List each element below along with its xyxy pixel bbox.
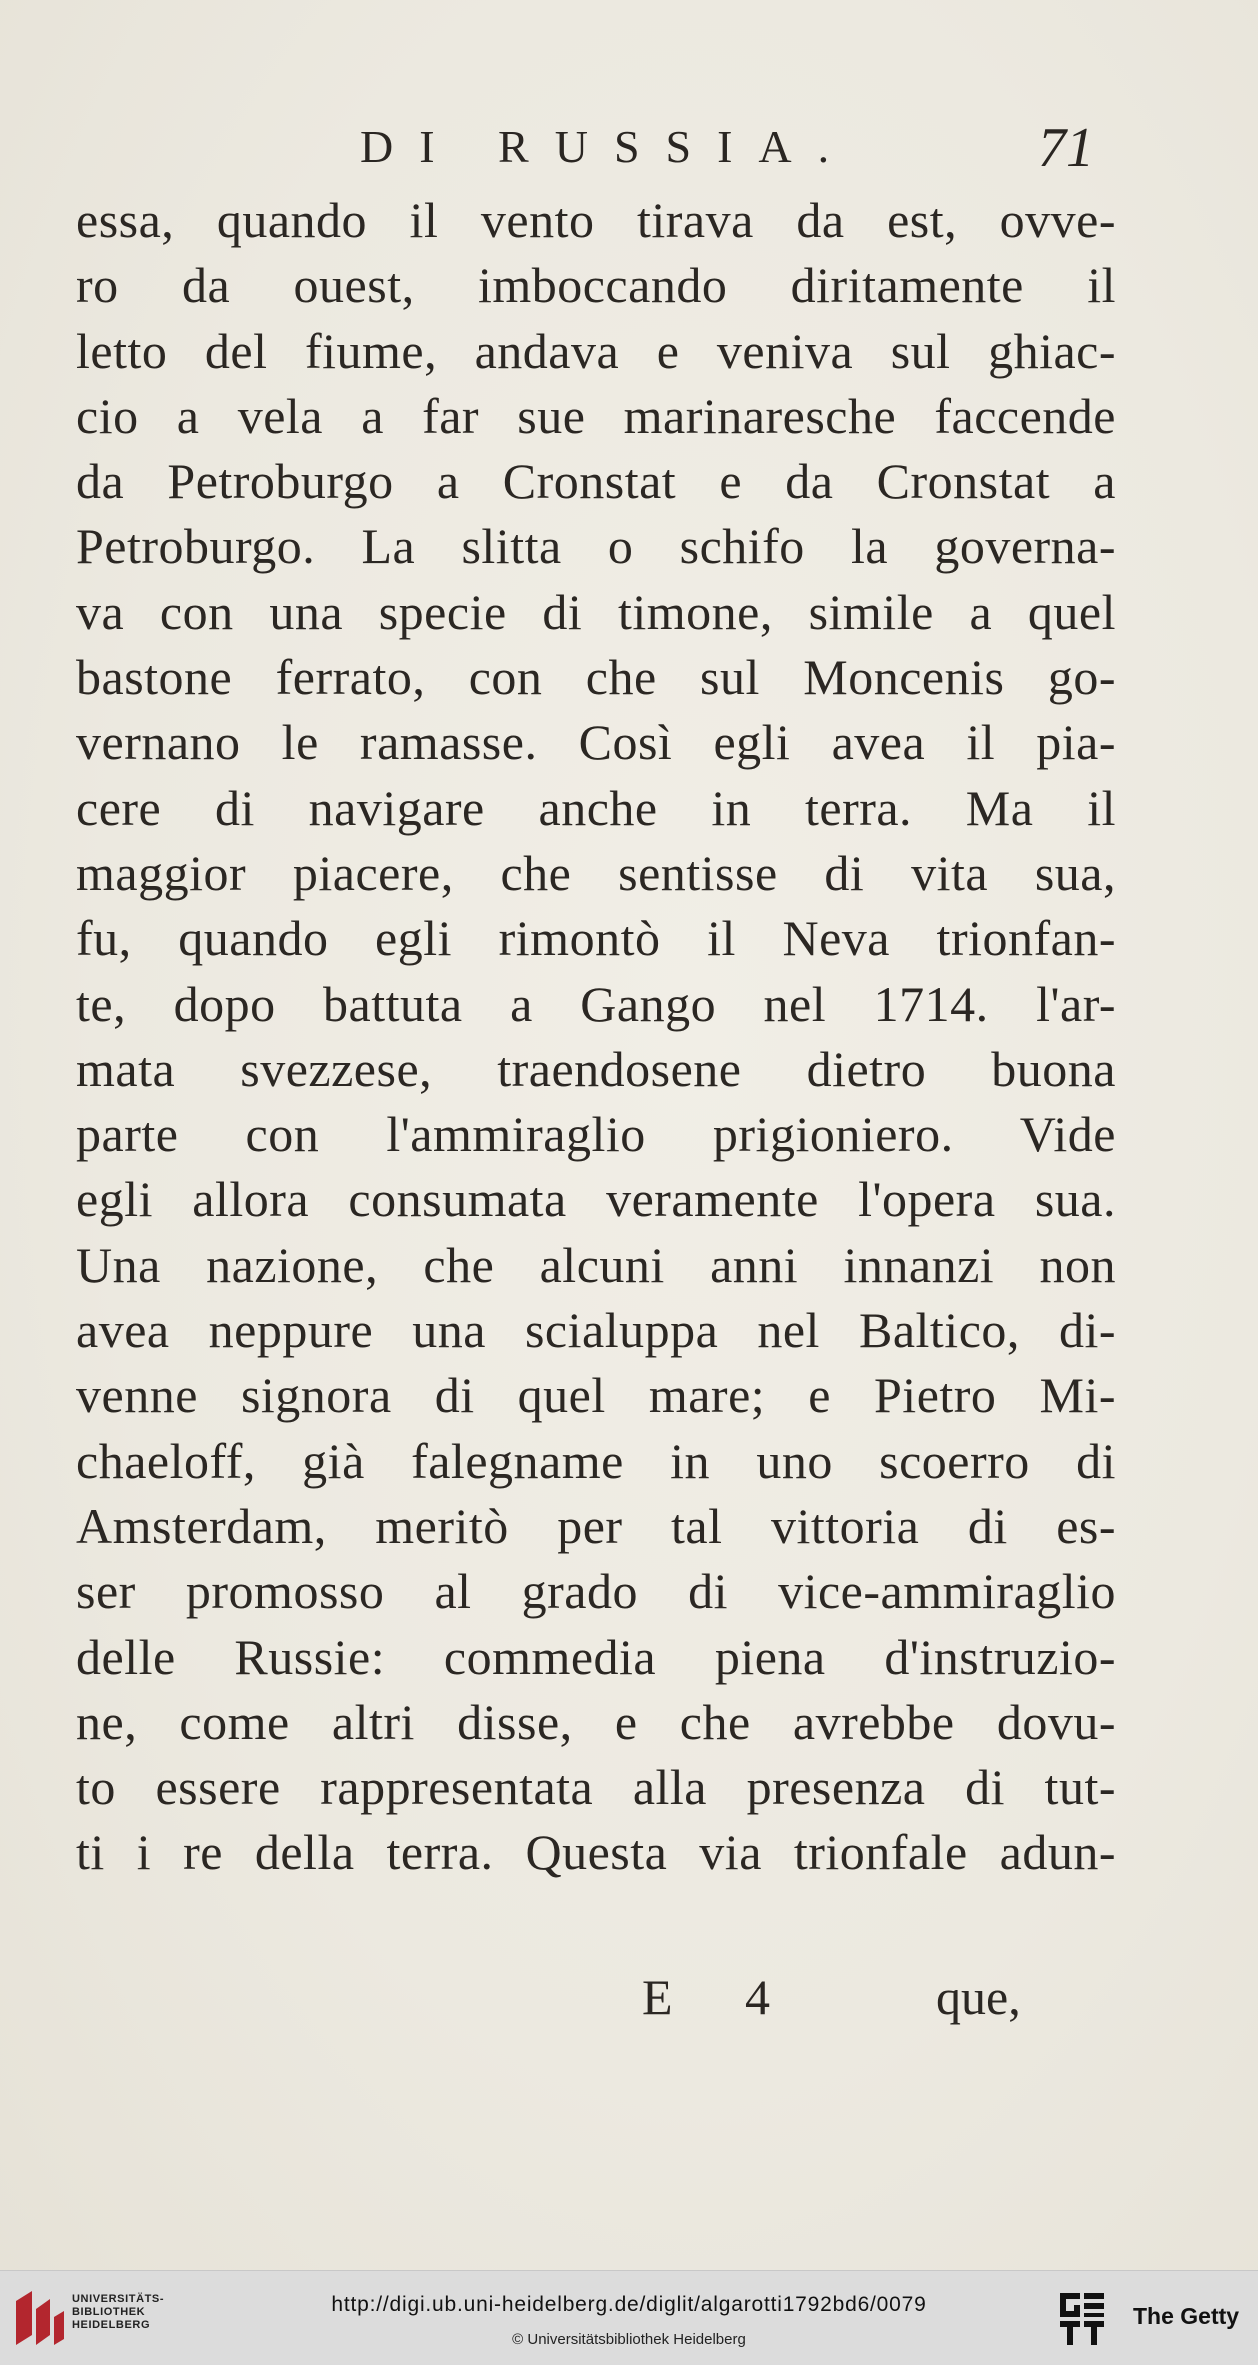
text-line: ti i re della terra. Questa via trionfale adun- [76,1824,1116,1881]
text-line: chaeloff, già falegname in uno scoerro di [76,1432,1116,1489]
text-line: Petroburgo. La slitta o schifo la governa- [76,518,1116,575]
text-line: cio a vela a far sue marinaresche faccende [76,387,1116,444]
copyright-notice: © Universitätsbibliothek Heidelberg [512,2331,746,2348]
signature-mark: E 4 [642,1969,801,2025]
getty-logo-icon [1056,2289,1108,2349]
running-title: DI RUSSIA. [360,121,856,172]
text-line: egli allora consumata veramente l'opera sua. [76,1171,1116,1228]
text-line: avea neppure una scialuppa nel Baltico, di- [76,1302,1116,1359]
text-line: mata svezzese, traendosene dietro buona [76,1040,1116,1097]
page-footer-line [76,1968,1116,2038]
text-line: fu, quando egli rimontò il Neva trionfan- [76,910,1116,967]
text-line: to essere rappresentata alla presenza di tut- [76,1759,1116,1816]
text-line: letto del fiume, andava e veniva sul ghiac- [76,322,1116,379]
text-line: venne signora di quel mare; e Pietro Mi- [76,1367,1116,1424]
page-number: 71 [1038,117,1094,179]
text-line: va con una specie di timone, simile a quel [76,583,1116,640]
text-line: cere di navigare anche in terra. Ma il [76,779,1116,836]
text-line: essa, quando il vento tirava da est, ovve- [76,192,1116,248]
footer-bar [0,2270,1258,2365]
text-line: bastone ferrato, con che sul Moncenis go- [76,649,1116,706]
text-line: ro da ouest, imboccando diritamente il [76,257,1116,314]
text-line: Amsterdam, meritò per tal vittoria di es- [76,1497,1116,1554]
text-line: ser promosso al grado di vice-ammiraglio [76,1563,1116,1620]
text-line: Una nazione, che alcuni anni innanzi non [76,1236,1116,1293]
catchword: que, [936,1969,1021,2025]
text-line: delle Russie: commedia piena d'instruzio- [76,1628,1116,1685]
university-library-name: UNIVERSITÄTS- BIBLIOTHEK HEIDELBERG [72,2293,165,2331]
source-url-link[interactable]: http://digi.ub.uni-heidelberg.de/diglit/algarotti1792bd6/0079 [331,2293,927,2316]
text-line: maggior piacere, che sentisse di vita sua, [76,844,1116,901]
text-line: ne, come altri disse, e che avrebbe dovu- [76,1693,1116,1750]
text-line: da Petroburgo a Cronstat e da Cronstat a [76,453,1116,510]
text-line: te, dopo battuta a Gango nel 1714. l'ar- [76,975,1116,1032]
body-text [76,188,1116,1886]
text-line: vernano le ramasse. Così egli avea il pia- [76,714,1116,771]
text-line: parte con l'ammiraglio prigioniero. Vide [76,1106,1116,1163]
getty-name: The Getty [1133,2303,1240,2329]
running-head [0,110,1258,190]
